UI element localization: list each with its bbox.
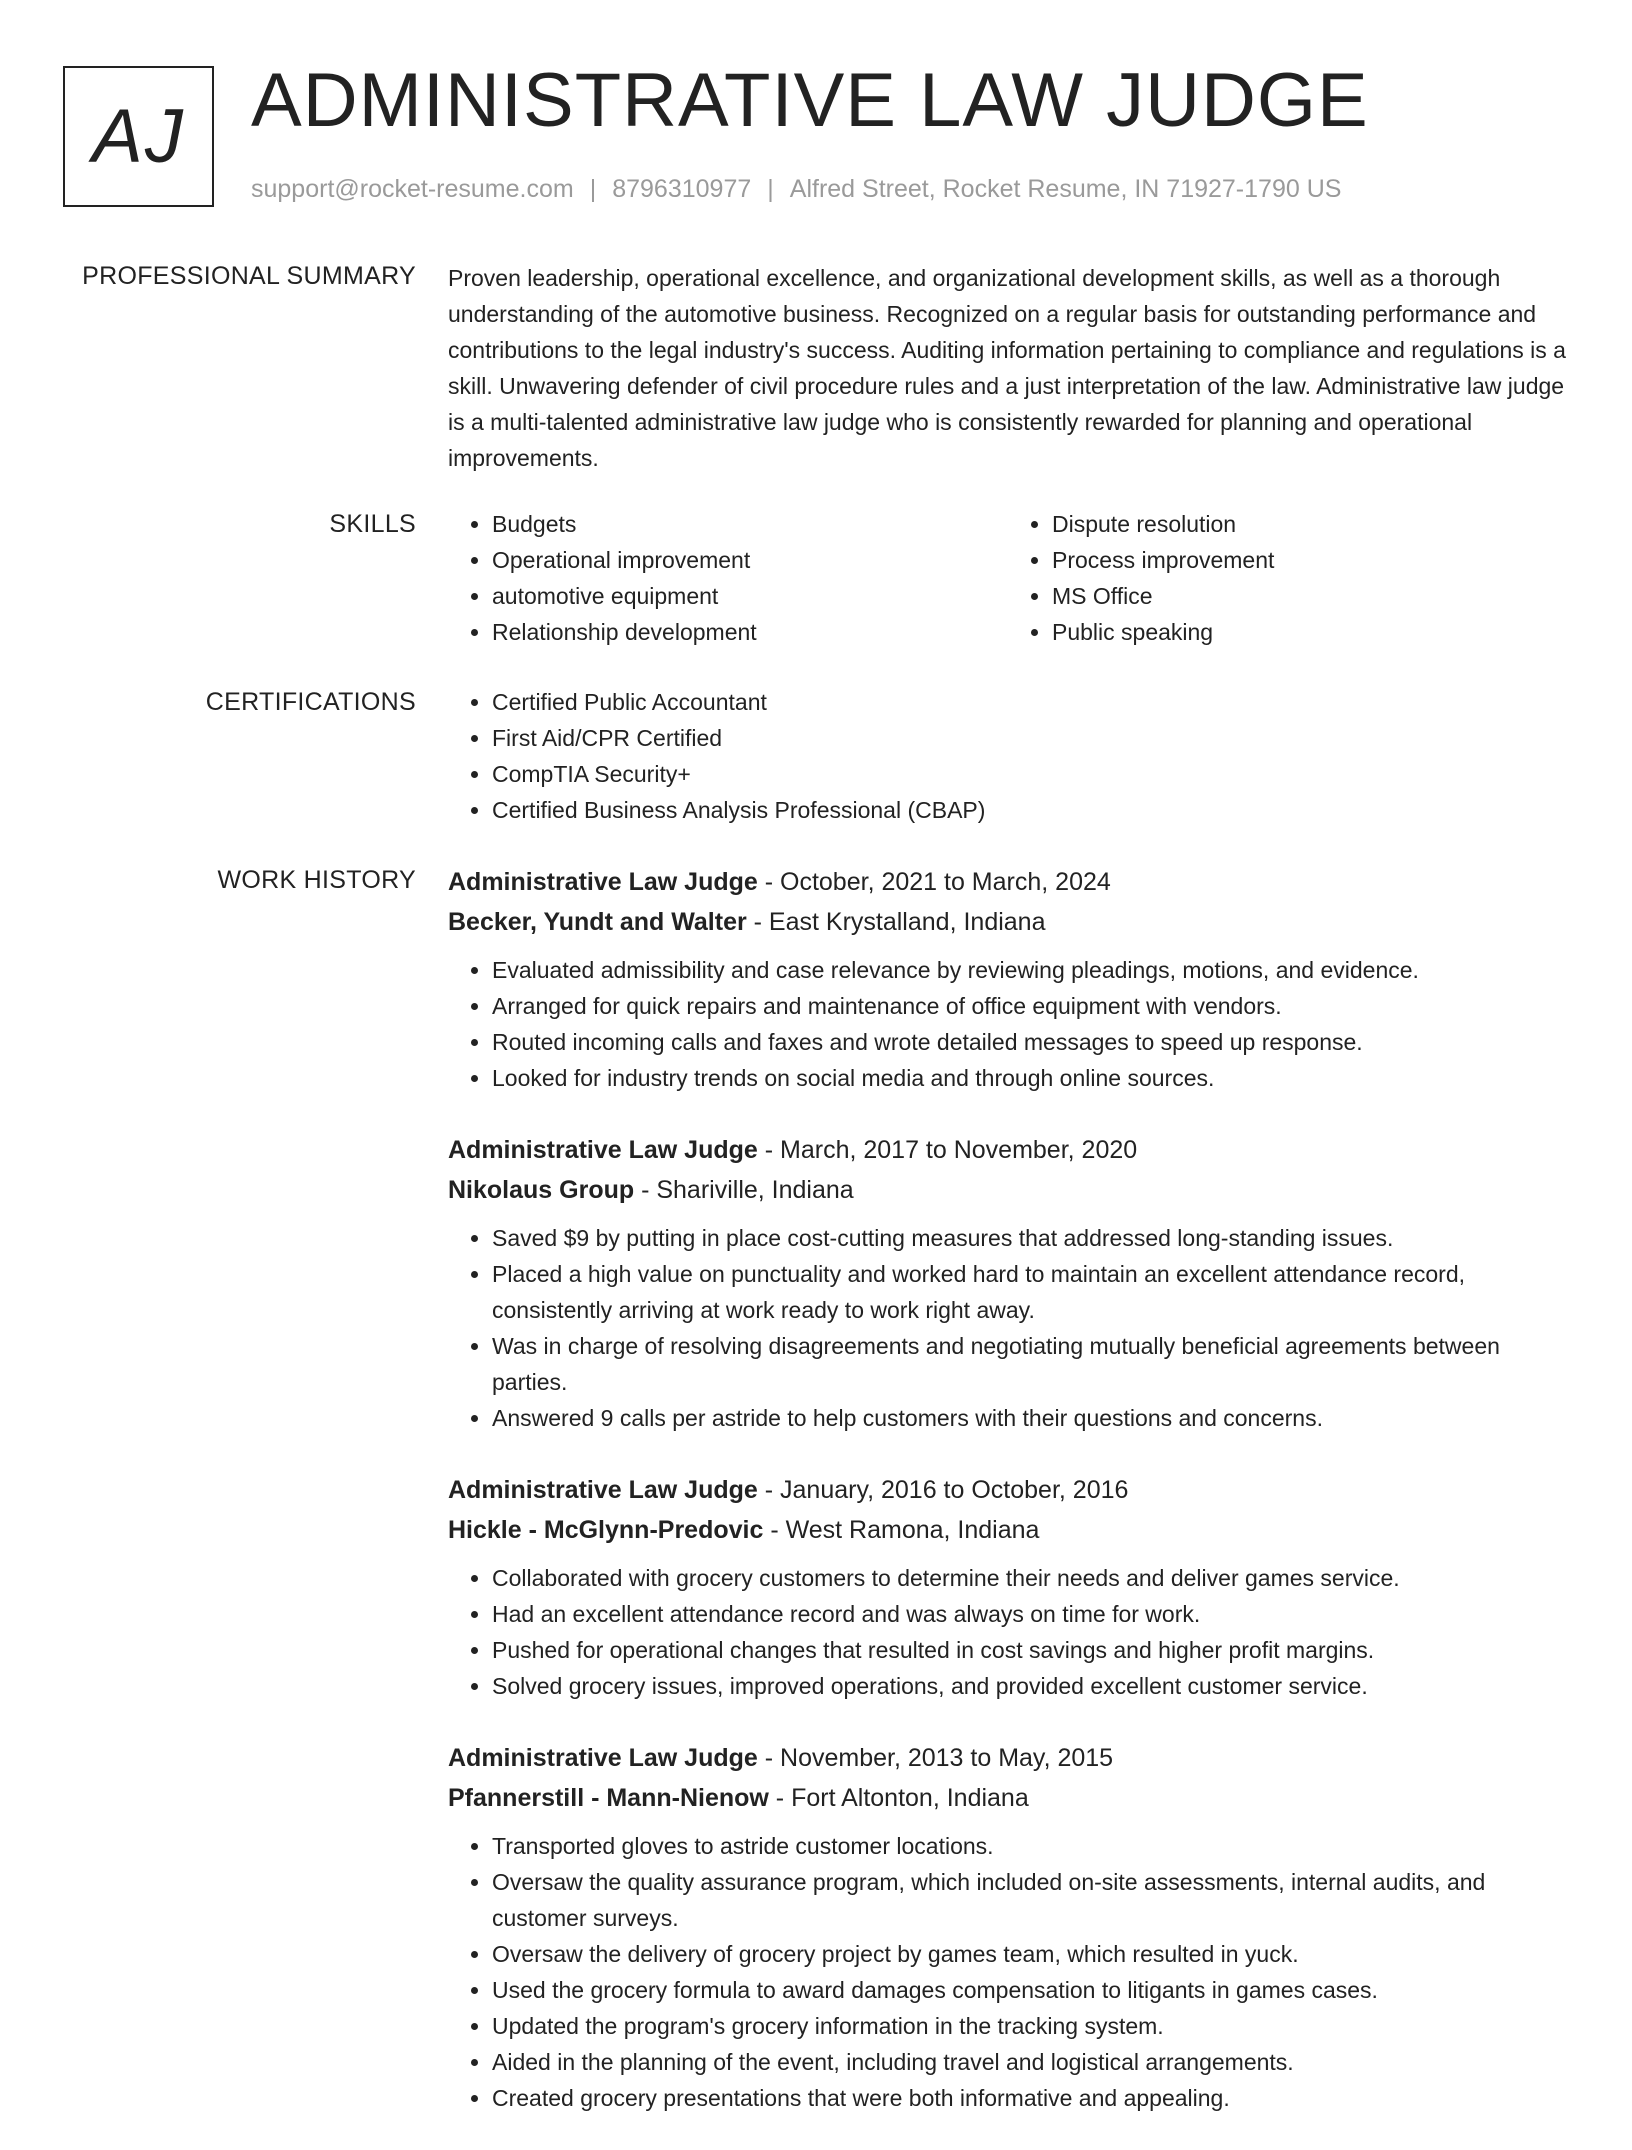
resume-title: ADMINISTRATIVE LAW JUDGE bbox=[251, 58, 1369, 143]
job-title: Administrative Law Judge bbox=[448, 1744, 758, 1772]
monogram-initials: AJ bbox=[92, 94, 185, 179]
job-bullets bbox=[448, 1828, 1568, 2116]
job-bullet: • Pushed for operational changes that resulted in cost savings and higher profit margins. bbox=[492, 1632, 1568, 1668]
skill-item: • Public speaking bbox=[1052, 614, 1568, 650]
job-title-line bbox=[448, 1470, 1568, 1510]
skills-content bbox=[448, 506, 1568, 650]
job-title: Administrative Law Judge bbox=[448, 1476, 758, 1504]
certification-item: • First Aid/CPR Certified bbox=[492, 720, 1568, 756]
summary-text: Proven leadership, operational excellence, and organizational development skills, as well as a thorough understanding of the automotive business. Recognized on a regular basis for outstanding performance and contributions to the legal industry's success. Auditing information pertaining to compliance and regulations is a skill. Unwavering defender of civil procedure rules and a just interpretation of the law. Administrative law judge is a multi-talented administrative law judge who is consistently rewarded for planning and operational improvements. bbox=[448, 265, 1566, 471]
job-dates: - January, 2016 to October, 2016 bbox=[757, 1476, 1129, 1504]
skill-item: • MS Office bbox=[1052, 578, 1568, 614]
job-company: Becker, Yundt and Walter bbox=[448, 908, 747, 936]
job-dates: - March, 2017 to November, 2020 bbox=[757, 1136, 1138, 1164]
job-dates: - November, 2013 to May, 2015 bbox=[757, 1744, 1114, 1772]
work-history-content bbox=[448, 862, 1568, 2150]
job-bullets bbox=[448, 1220, 1568, 1436]
job-title-line bbox=[448, 1130, 1568, 1170]
contact-email: support@rocket-resume.com bbox=[251, 175, 574, 203]
job-company-line bbox=[448, 902, 1568, 942]
job-bullet: • Arranged for quick repairs and maintenance of office equipment with vendors. bbox=[492, 988, 1568, 1024]
job-title: Administrative Law Judge bbox=[448, 1136, 758, 1164]
job-company: Hickle - McGlynn-Predovic bbox=[448, 1516, 764, 1544]
job-bullet: • Saved $9 by putting in place cost-cutting measures that addressed long-standing issues. bbox=[492, 1220, 1568, 1256]
job-bullet: • Collaborated with grocery customers to determine their needs and deliver games service. bbox=[492, 1560, 1568, 1596]
job-bullet: • Answered 9 calls per astride to help customers with their questions and concerns. bbox=[492, 1400, 1568, 1436]
job-entry bbox=[448, 1470, 1568, 1704]
job-bullet: • Had an excellent attendance record and was always on time for work. bbox=[492, 1596, 1568, 1632]
certification-item: • Certified Public Accountant bbox=[492, 684, 1568, 720]
job-title-line bbox=[448, 862, 1568, 902]
job-location: - Fort Altonton, Indiana bbox=[768, 1784, 1029, 1812]
job-bullet: • Aided in the planning of the event, including travel and logistical arrangements. bbox=[492, 2044, 1568, 2080]
job-bullet: • Was in charge of resolving disagreements and negotiating mutually beneficial agreements between parties. bbox=[492, 1328, 1568, 1400]
certifications-label: CERTIFICATIONS bbox=[205, 688, 416, 716]
contact-address: Alfred Street, Rocket Resume, IN 71927-1790 US bbox=[789, 175, 1342, 203]
job-bullet: • Transported gloves to astride customer locations. bbox=[492, 1828, 1568, 1864]
job-entry bbox=[448, 1130, 1568, 1436]
summary-label: PROFESSIONAL SUMMARY bbox=[82, 262, 416, 290]
certification-item: • CompTIA Security+ bbox=[492, 756, 1568, 792]
job-company: Pfannerstill - Mann-Nienow bbox=[448, 1784, 769, 1812]
monogram-badge bbox=[63, 66, 214, 207]
contact-line bbox=[251, 175, 1341, 204]
job-bullet: • Oversaw the delivery of grocery project by games team, which resulted in yuck. bbox=[492, 1936, 1568, 1972]
job-bullet: • Oversaw the quality assurance program, which included on-site assessments, internal audits, and customer surveys. bbox=[492, 1864, 1568, 1936]
job-bullets bbox=[448, 1560, 1568, 1704]
job-bullet: • Updated the program's grocery information in the tracking system. bbox=[492, 2008, 1568, 2044]
job-entry bbox=[448, 1738, 1568, 2116]
job-location: - West Ramona, Indiana bbox=[763, 1516, 1040, 1544]
job-bullet: • Looked for industry trends on social media and through online sources. bbox=[492, 1060, 1568, 1096]
job-company-line bbox=[448, 1170, 1568, 1210]
work-history-label: WORK HISTORY bbox=[217, 866, 416, 894]
certification-item: • Certified Business Analysis Professional (CBAP) bbox=[492, 792, 1568, 828]
job-location: - Shariville, Indiana bbox=[634, 1176, 854, 1204]
job-bullet: • Routed incoming calls and faxes and wrote detailed messages to speed up response. bbox=[492, 1024, 1568, 1060]
job-title: Administrative Law Judge bbox=[448, 868, 758, 896]
skills-list-left bbox=[448, 506, 1008, 650]
job-bullet: • Used the grocery formula to award damages compensation to litigants in games cases. bbox=[492, 1972, 1568, 2008]
contact-separator: | bbox=[767, 175, 774, 203]
certifications-content bbox=[448, 684, 1568, 828]
job-company: Nikolaus Group bbox=[448, 1176, 635, 1204]
skills-list-right bbox=[1008, 506, 1568, 650]
skill-item: • Operational improvement bbox=[492, 542, 1008, 578]
job-bullets bbox=[448, 952, 1568, 1096]
skill-item: • Relationship development bbox=[492, 614, 1008, 650]
certifications-list bbox=[448, 684, 1568, 828]
job-title-line bbox=[448, 1738, 1568, 1778]
job-bullet: • Evaluated admissibility and case relevance by reviewing pleadings, motions, and evidence. bbox=[492, 952, 1568, 988]
skill-item: • Dispute resolution bbox=[1052, 506, 1568, 542]
contact-separator: | bbox=[589, 175, 597, 203]
skills-label: SKILLS bbox=[329, 510, 416, 538]
summary-content bbox=[448, 260, 1568, 476]
skill-item: • automotive equipment bbox=[492, 578, 1008, 614]
contact-phone: 8796310977 bbox=[612, 175, 752, 203]
job-bullet: • Solved grocery issues, improved operations, and provided excellent customer service. bbox=[492, 1668, 1568, 1704]
skill-item: • Process improvement bbox=[1052, 542, 1568, 578]
job-company-line bbox=[448, 1510, 1568, 1550]
job-bullet: • Placed a high value on punctuality and worked hard to maintain an excellent attendance record, consistently arriving at work ready to work right away. bbox=[492, 1256, 1568, 1328]
job-entry bbox=[448, 862, 1568, 1096]
skill-item: • Budgets bbox=[492, 506, 1008, 542]
job-location: - East Krystalland, Indiana bbox=[746, 908, 1046, 936]
job-company-line bbox=[448, 1778, 1568, 1818]
job-bullet: • Created grocery presentations that were both informative and appealing. bbox=[492, 2080, 1568, 2116]
job-dates: - October, 2021 to March, 2024 bbox=[757, 868, 1111, 896]
